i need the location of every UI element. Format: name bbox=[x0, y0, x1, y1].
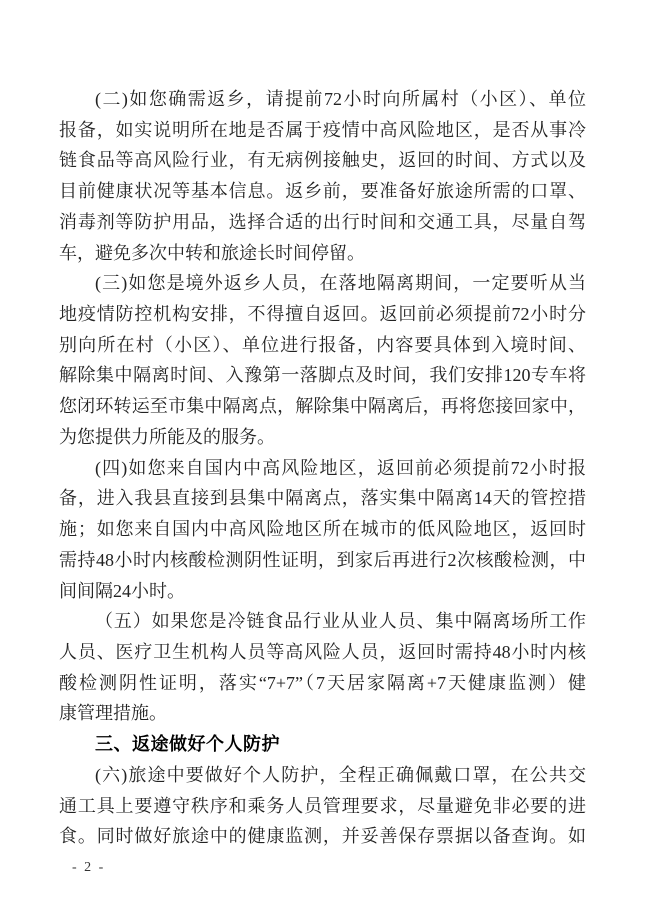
paragraph bbox=[59, 84, 586, 268]
text-line: 康管理措施。 bbox=[59, 703, 167, 724]
text-line: 车，避免多次中转和旅途长时间停留。 bbox=[59, 242, 365, 263]
document-text bbox=[59, 84, 586, 852]
paragraph bbox=[59, 760, 586, 852]
heading-line: 三、返途做好个人防护 bbox=[95, 734, 280, 755]
text-line: 目前健康状况等基本信息。返乡前，要准备好旅途所需的口罩、 bbox=[59, 181, 586, 202]
text-line: (四)如您来自国内中高风险地区，返回前必须提前72小时报 bbox=[95, 457, 586, 478]
section-heading bbox=[59, 729, 586, 760]
text-line: 施；如您来自国内中高风险地区所在城市的低风险地区，返回时 bbox=[59, 519, 586, 540]
text-line: 别向所在村（小区）、单位进行报备，内容要具体到入境时间、 bbox=[59, 334, 586, 355]
text-line: 酸检测阴性证明，落实“7+7”（7天居家隔离+7天健康监测）健 bbox=[59, 672, 586, 693]
text-line: (三)如您是境外返乡人员，在落地隔离期间，一定要听从当 bbox=[95, 273, 586, 294]
text-line: （五）如果您是冷链食品行业从业人员、集中隔离场所工作 bbox=[95, 611, 586, 632]
paragraph bbox=[59, 268, 586, 452]
text-line: 食。同时做好旅途中的健康监测，并妥善保存票据以备查询。如 bbox=[59, 826, 586, 847]
paragraph bbox=[59, 453, 586, 607]
text-line: 解除集中隔离时间、入豫第一落脚点及时间，我们安排120专车将 bbox=[59, 365, 586, 386]
text-line: 为您提供力所能及的服务。 bbox=[59, 426, 275, 447]
text-line: 地疫情防控机构安排，不得擅自返回。返回前必须提前72小时分 bbox=[59, 304, 586, 325]
text-line: 需持48小时内核酸检测阴性证明，到家后再进行2次核酸检测，中 bbox=[59, 549, 586, 570]
text-line: 备，进入我县直接到县集中隔离点，落实集中隔离14天的管控措 bbox=[59, 488, 586, 509]
text-line: 您闭环转运至市集中隔离点，解除集中隔离后，再将您接回家中， bbox=[59, 396, 586, 417]
text-line: 消毒剂等防护用品，选择合适的出行时间和交通工具，尽量自驾 bbox=[59, 211, 586, 232]
text-line: 间间隔24小时。 bbox=[59, 580, 185, 601]
text-line: 通工具上要遵守秩序和乘务人员管理要求，尽量避免非必要的进 bbox=[59, 795, 586, 816]
text-line: 人员、医疗卫生机构人员等高风险人员，返回时需持48小时内核 bbox=[59, 641, 586, 662]
text-line: (六)旅途中要做好个人防护，全程正确佩戴口罩，在公共交 bbox=[95, 764, 586, 785]
page-number: - 2 - bbox=[72, 860, 106, 875]
text-line: (二)如您确需返乡，请提前72小时向所属村（小区）、单位 bbox=[95, 89, 586, 109]
paragraph bbox=[59, 606, 586, 729]
text-line: 报备，如实说明所在地是否属于疫情中高风险地区，是否从事冷 bbox=[59, 119, 586, 140]
text-line: 链食品等高风险行业，有无病例接触史，返回的时间、方式以及 bbox=[59, 150, 586, 171]
